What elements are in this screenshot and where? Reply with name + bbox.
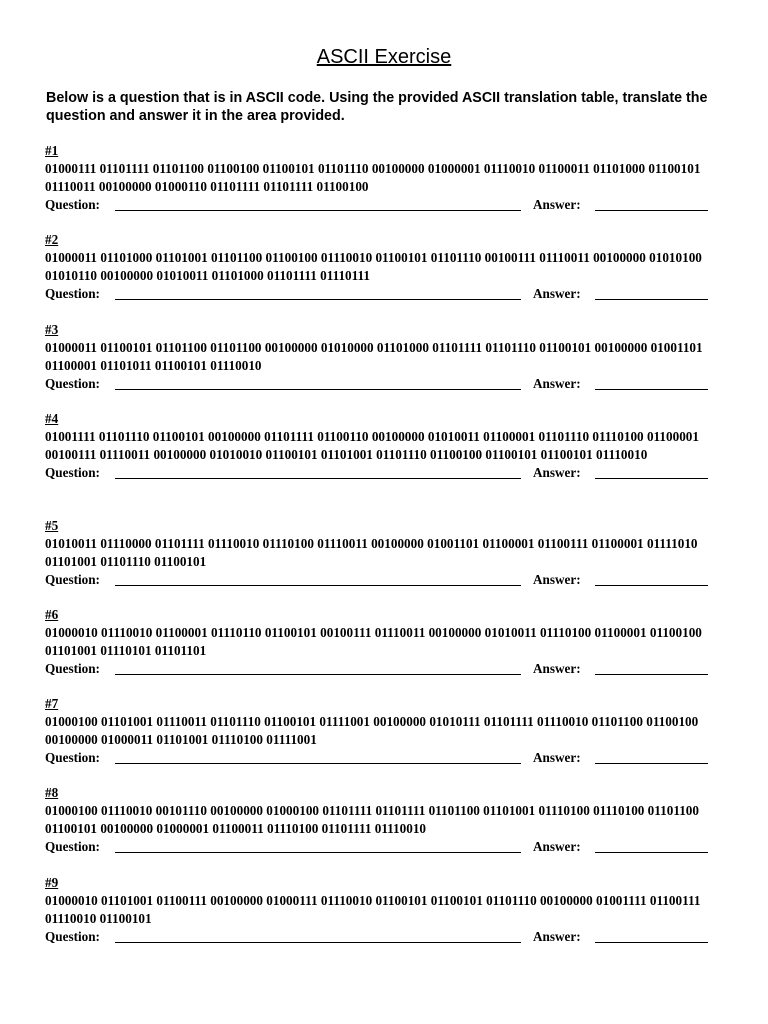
binary-code: 01000010 01101001 01100111 00100000 01000111 01110010 01100101 01100101 01101110 00100000 01001111 01100111 01110010 01100101 <box>45 893 701 926</box>
exercise-item-1 <box>45 142 725 214</box>
exercise-item-3 <box>45 321 725 393</box>
question-label: Question: <box>45 750 100 765</box>
answer-blank[interactable] <box>595 585 708 586</box>
question-answer-row <box>45 285 725 303</box>
binary-code: 01000111 01101111 01101100 01100100 01100101 01101110 00100000 01000001 01110010 01100011 01101000 01100101 01110011 00100000 01000110 01101111 01101111 01100100 <box>45 161 701 194</box>
binary-code: 01000100 01110010 00101110 00100000 01000100 01101111 01101111 01101100 01101001 01110100 01110100 01101100 01100101 00100000 01000001 01100011 01110100 01101111 01110010 <box>45 803 699 836</box>
question-label: Question: <box>45 839 100 854</box>
answer-label: Answer: <box>533 286 581 301</box>
answer-blank[interactable] <box>595 942 708 943</box>
item-number: #1 <box>45 143 59 158</box>
exercise-item-8 <box>45 784 725 856</box>
question-label: Question: <box>45 376 100 391</box>
answer-blank[interactable] <box>595 210 708 211</box>
answer-label: Answer: <box>533 661 581 676</box>
exercise-item-5 <box>45 517 725 589</box>
question-blank[interactable] <box>115 852 521 853</box>
question-label: Question: <box>45 197 100 212</box>
exercise-item-2 <box>45 231 725 303</box>
question-answer-row <box>45 749 725 767</box>
question-blank[interactable] <box>115 299 521 300</box>
answer-label: Answer: <box>533 376 581 391</box>
question-label: Question: <box>45 465 100 480</box>
question-answer-row <box>45 375 725 393</box>
answer-label: Answer: <box>533 929 581 944</box>
answer-blank[interactable] <box>595 674 708 675</box>
question-blank[interactable] <box>115 585 521 586</box>
question-answer-row <box>45 196 725 214</box>
answer-blank[interactable] <box>595 389 708 390</box>
binary-code: 01001111 01101110 01100101 00100000 01101111 01100110 00100000 01010011 01100001 01101110 01110100 01100001 00100111 01110011 00100000 01010010 01100101 01101001 01101110 01100100 01100101 01100101 01110010 <box>45 429 699 462</box>
item-number: #3 <box>45 322 59 337</box>
answer-blank[interactable] <box>595 299 708 300</box>
question-blank[interactable] <box>115 210 521 211</box>
question-blank[interactable] <box>115 674 521 675</box>
question-label: Question: <box>45 661 100 676</box>
question-answer-row <box>45 928 725 946</box>
binary-code: 01000010 01110010 01100001 01110110 01100101 00100111 01110011 00100000 01010011 01110100 01100001 01100100 01101001 01110101 01101101 <box>45 625 702 658</box>
answer-label: Answer: <box>533 750 581 765</box>
exercise-item-7 <box>45 695 725 767</box>
answer-blank[interactable] <box>595 478 708 479</box>
answer-blank[interactable] <box>595 763 708 764</box>
answer-label: Answer: <box>533 572 581 587</box>
item-number: #8 <box>45 785 59 800</box>
instructions: Below is a question that is in ASCII code. Using the provided ASCII translation table, translate the question and answer it in the area provided. <box>46 90 708 124</box>
page-title: ASCII Exercise <box>316 46 452 68</box>
answer-label: Answer: <box>533 465 581 480</box>
answer-label: Answer: <box>533 197 581 212</box>
item-number: #7 <box>45 696 59 711</box>
exercise-item-6 <box>45 606 725 678</box>
question-answer-row <box>45 464 725 482</box>
question-answer-row <box>45 838 725 856</box>
binary-code: 01000011 01101000 01101001 01101100 01100100 01110010 01100101 01101110 00100111 01110011 00100000 01010100 01010110 00100000 01010011 01101000 01101111 01110111 <box>45 250 702 283</box>
question-blank[interactable] <box>115 763 521 764</box>
question-blank[interactable] <box>115 478 521 479</box>
item-number: #4 <box>45 411 59 426</box>
item-number: #9 <box>45 875 59 890</box>
answer-label: Answer: <box>533 839 581 854</box>
question-blank[interactable] <box>115 389 521 390</box>
question-answer-row <box>45 571 725 589</box>
item-number: #2 <box>45 232 59 247</box>
binary-code: 01000100 01101001 01110011 01101110 01100101 01111001 00100000 01010111 01101111 01110010 01101100 01100100 00100000 01000011 01101001 01110100 01111001 <box>45 714 699 747</box>
question-blank[interactable] <box>115 942 521 943</box>
binary-code: 01010011 01110000 01101111 01110010 01110100 01110011 00100000 01001101 01100001 01100111 01100001 01111010 01101001 01101110 01100101 <box>45 536 698 569</box>
item-number: #6 <box>45 607 59 622</box>
question-label: Question: <box>45 929 100 944</box>
item-number: #5 <box>45 518 59 533</box>
exercise-item-9 <box>45 874 725 946</box>
answer-blank[interactable] <box>595 852 708 853</box>
question-label: Question: <box>45 286 100 301</box>
exercise-item-4 <box>45 410 725 482</box>
binary-code: 01000011 01100101 01101100 01101100 00100000 01010000 01101000 01101111 01101110 01100101 00100000 01001101 01100001 01101011 01100101 01110010 <box>45 340 703 373</box>
question-answer-row <box>45 660 725 678</box>
question-label: Question: <box>45 572 100 587</box>
